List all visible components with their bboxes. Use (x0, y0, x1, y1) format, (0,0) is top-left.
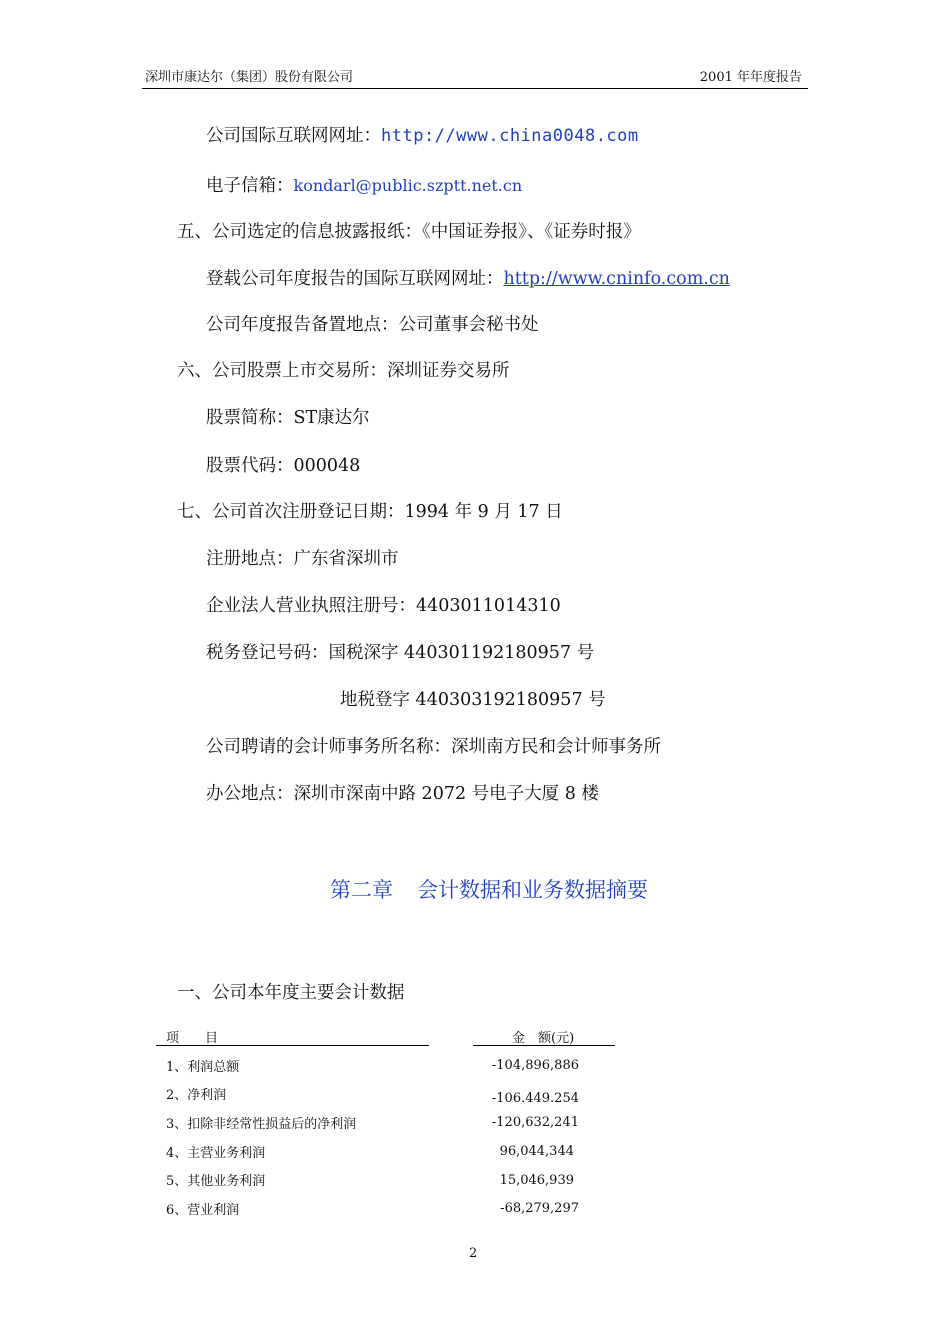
page-number: 2 (469, 1246, 478, 1261)
table-header-rule-left (156, 1045, 429, 1046)
website-label: 公司国际互联网网址： (206, 126, 381, 146)
table-row-value: 96,044,344 (499, 1144, 574, 1159)
archive-location: 公司年度报告备置地点：公司董事会秘书处 (206, 315, 539, 335)
table-row-value: -104,896,886 (491, 1058, 579, 1073)
report-site-link[interactable]: http://www.cninfo.com.cn (503, 269, 730, 289)
website-link[interactable]: http://www.china0048.com (381, 126, 639, 146)
accounting-firm: 公司聘请的会计师事务所名称：深圳南方民和会计师事务所 (206, 737, 661, 757)
business-license-no: 企业法人营业执照注册号：4403011014310 (206, 596, 561, 616)
tax-registration-national: 税务登记号码：国税深字 440301192180957 号 (206, 643, 595, 663)
stock-code: 股票代码：000048 (206, 456, 361, 476)
report-site-label: 登载公司年度报告的国际互联网网址： (206, 269, 504, 289)
page-header (142, 66, 808, 89)
tax-registration-local: 地税登字 440303192180957 号 (340, 690, 606, 710)
stock-name: 股票简称：ST康达尔 (206, 408, 370, 428)
section-1-heading: 一、公司本年度主要会计数据 (177, 983, 405, 1003)
table-row-label: 2、净利润 (166, 1088, 227, 1103)
chapter-title: 会计数据和业务数据摘要 (417, 878, 648, 902)
section-7: 七、公司首次注册登记日期：1994 年 9 月 17 日 (177, 502, 563, 522)
table-row-value: -68,279,297 (500, 1201, 579, 1216)
table-header-rule-right (473, 1045, 615, 1046)
email-label: 电子信箱： (206, 176, 294, 196)
header-company: 深圳市康达尔（集团）股份有限公司 (145, 70, 354, 85)
chapter-number: 第二章 (330, 878, 393, 902)
report-site-line (206, 265, 730, 290)
table-row-label: 3、扣除非经常性损益后的净利润 (166, 1117, 357, 1132)
table-header-amount: 金 额(元) (512, 1031, 575, 1046)
website-line (206, 122, 639, 147)
table-row-label: 1、利润总额 (166, 1060, 240, 1075)
table-row-label: 6、营业利润 (166, 1203, 240, 1218)
table-row-label: 4、主营业务利润 (166, 1146, 266, 1161)
table-header-item: 项 目 (166, 1031, 219, 1046)
header-report-title: 2001 年年度报告 (699, 70, 802, 85)
table-row-value: -120,632,241 (491, 1115, 579, 1130)
table-row-value: 15,046,939 (499, 1173, 574, 1188)
registration-place: 注册地点：广东省深圳市 (206, 549, 399, 569)
section-5: 五、公司选定的信息披露报纸：《中国证券报》、《证券时报》 (177, 222, 641, 242)
section-6: 六、公司股票上市交易所：深圳证券交易所 (177, 361, 510, 381)
email-line (206, 172, 522, 197)
table-row-value: -106.449.254 (491, 1091, 579, 1106)
office-address: 办公地点：深圳市深南中路 2072 号电子大厦 8 楼 (206, 784, 599, 804)
email-link[interactable]: kondarl@public.szptt.net.cn (293, 176, 523, 195)
chapter-heading (330, 874, 648, 904)
table-row-label: 5、其他业务利润 (166, 1174, 266, 1189)
